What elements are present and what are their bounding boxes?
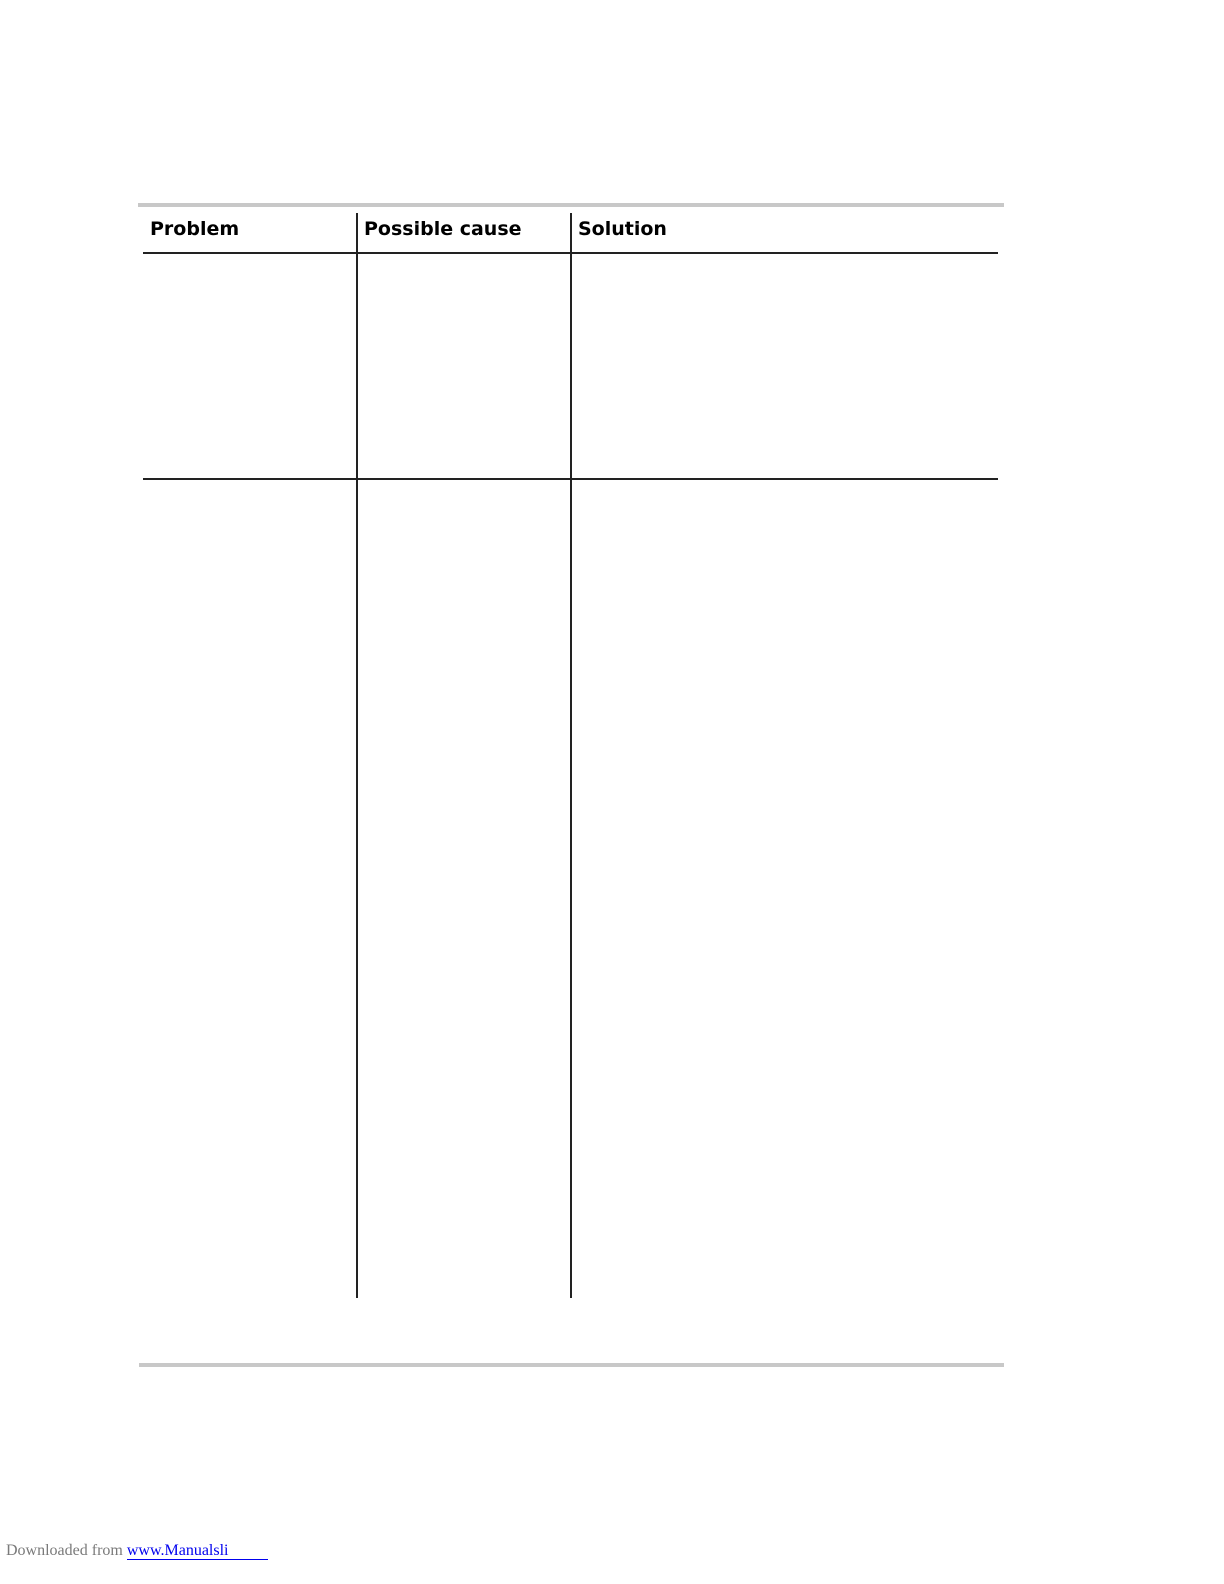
- header-problem: Problem: [150, 218, 240, 240]
- top-rule: [138, 203, 1004, 207]
- download-footer: [6, 1542, 268, 1560]
- bottom-rule: [139, 1363, 1004, 1367]
- header-row-divider: [143, 252, 998, 254]
- column-divider-1: [356, 213, 358, 1298]
- column-divider-2: [570, 213, 572, 1298]
- footer-link[interactable]: www.Manualsli: [127, 1542, 269, 1560]
- header-possible-cause: Possible cause: [364, 218, 522, 240]
- footer-prefix: Downloaded from: [6, 1542, 127, 1559]
- header-solution: Solution: [578, 218, 667, 240]
- row-divider: [143, 478, 998, 480]
